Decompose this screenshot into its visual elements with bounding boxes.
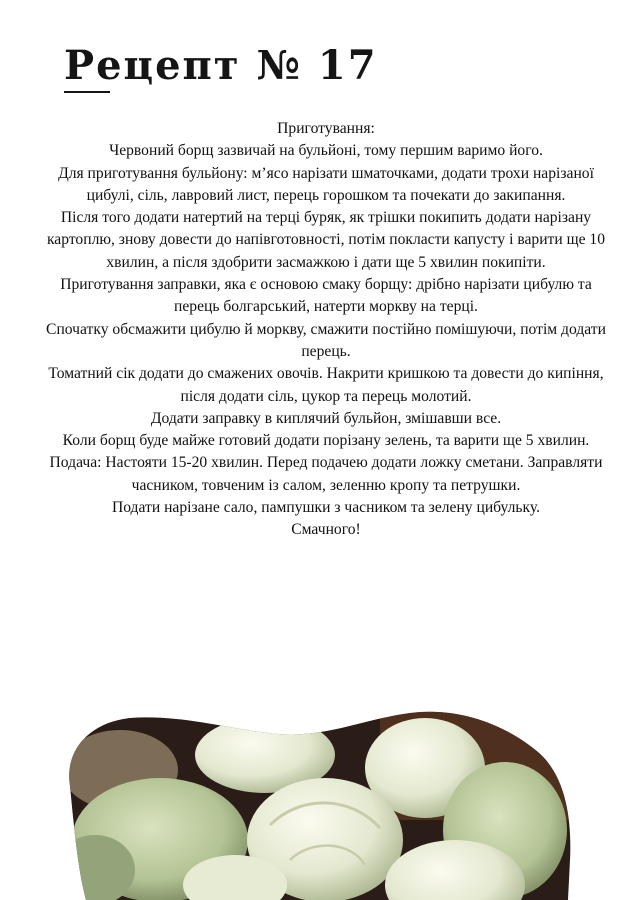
serving-paragraph: Подача: Настояти 15-20 хвилин. Перед подачею додати ложку сметани. Заправляти часником, товченим із салом, зеленню кропу та петрушки. (49, 454, 603, 494)
recipe-title: Рецепт № 17 (64, 42, 378, 89)
closing-line: Смачного! (291, 521, 361, 539)
recipe-paragraph: Приготування заправки, яка є основою смаку борщу: дрібно нарізати цибулю та перець болгарський, натерти моркву на терці. (60, 276, 592, 316)
recipe-paragraph: Для приготування бульйону: м’ясо нарізати шматочками, додати трохи нарізаної цибулі, сіль, лавровий лист, перець горошком та почекати до закипання. (58, 164, 594, 204)
recipe-paragraph: Після того додати натертий на терці буряк, як трішки покипить додати нарізану картоплю, знову довести до напівготовності, потім покласти капусту і варити ще 10 хвилин, а після здобрити засмажкою і дати ще 5 хвилин покипіти. (46, 209, 606, 271)
recipe-paragraph: Коли борщ буде майже готовий додати порізану зелень, та варити ще 5 хвилин. (62, 432, 590, 450)
recipe-heading: Приготування: (277, 120, 375, 137)
title-underline (64, 91, 110, 93)
serving-paragraph: Подати нарізане сало, пампушки з часником та зелену цибульку. (111, 499, 541, 517)
recipe-paragraph: Томатний сік додати до смажених овочів. Накрити кришкою та довести до кипіння, після додати сіль, цукор та перець молотий. (48, 365, 604, 405)
cabbage-photo (0, 700, 636, 900)
recipe-paragraph: Спочатку обсмажити цибулю й моркву, смажити постійно помішуючи, потім додати перець. (46, 320, 606, 360)
recipe-paragraph: Додати заправку в киплячий бульйон, змішавши все. (150, 409, 502, 427)
recipe-text (40, 118, 612, 542)
recipe-paragraph: Червоний борщ зазвичай на бульйоні, тому першим варимо його. (109, 142, 543, 160)
